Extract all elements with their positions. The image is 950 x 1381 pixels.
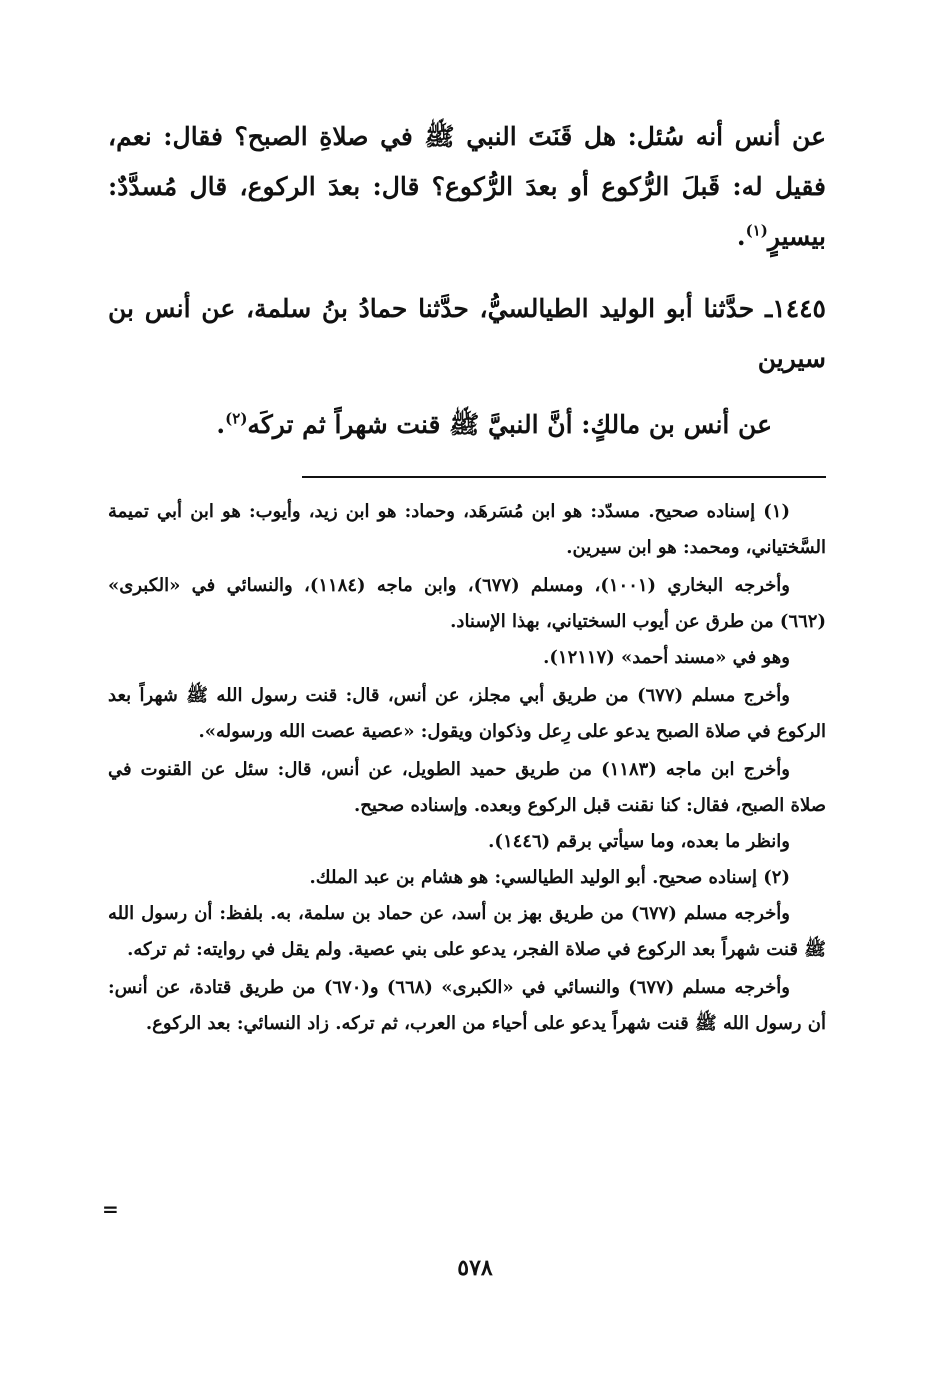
footnote-paragraph: وأخرجه مسلم (٦٧٧) والنسائي في «الكبرى» (٦٦٨) و(٦٧٠) من طريق قتادة، عن أنس: أن رسول الله ﷺ قنت شهراً يدعو على أحياء من العرب، ثم تركه. زاد النسائي: بعد الركوع. [108, 977, 826, 1034]
footnote-paragraph: وأخرجه مسلم (٦٧٧) من طريق بهز بن أسد، عن حماد بن سلمة، به. بلفظ: أن رسول الله ﷺ قنت شهراً بعد الركوع في صلاة الفجر، يدعو على بني عصية. ولم يقل في روايته: ثم تركه. [108, 903, 826, 960]
footnote-paragraph: وهو في «مسند أحمد» (١٢١١٧). [543, 647, 790, 668]
hadith-number: ١٤٤٥ـ [764, 294, 826, 323]
para3-text: عن أنس بن مالكٍ: أنَّ النبيَّ ﷺ قنت شهراً ثم تركَه [247, 410, 772, 439]
main-paragraph-3 [108, 400, 826, 450]
para1-end: . [736, 222, 746, 251]
main-text [108, 112, 826, 450]
footnote-paragraph: وانظر ما بعده، وما سيأتي برقم (١٤٤٦). [488, 831, 790, 852]
continuation-mark: = [102, 1197, 119, 1221]
footnotes [108, 494, 826, 1042]
footnote-paragraph: (٢) إسناده صحيح. أبو الوليد الطيالسي: هو هشام بن عبد الملك. [309, 867, 790, 888]
footnote-divider [302, 476, 826, 478]
footnote-paragraph: وأخرج ابن ماجه (١١٨٣) من طريق حميد الطويل، عن أنس، قال: سئل عن القنوت في صلاة الصبح، فقال: كنا نقنت قبل الركوع وبعده. وإسناده صحيح. [108, 759, 826, 816]
footnote-paragraph: وأخرج مسلم (٦٧٧) من طريق أبي مجلز، عن أنس، قال: قنت رسول الله ﷺ شهراً بعد الركوع في صلاة الصبح يدعو على رِعل وذكوان ويقول: «عصية عصت الله ورسوله». [108, 685, 826, 742]
footnote-ref-2[interactable]: (٢) [225, 409, 248, 428]
para1-text: عن أنس أنه سُئل: هل قَنَتَ النبي ﷺ في صلاةِ الصبح؟ فقال: نعم، فقيل له: قَبلَ الرُّكوع أو بعدَ الرُّكوع؟ قال: بعدَ الركوع، قال مُسدَّدٌ: بيسيرٍ [108, 122, 826, 251]
main-paragraph-1 [108, 112, 826, 262]
footnote-paragraph: (١) إسناده صحيح. مسدّد: هو ابن مُسَرهَد، وحماد: هو ابن زيد، وأيوب: هو ابن أبي تميمة السَّختياني، ومحمد: هو ابن سيرين. [108, 501, 826, 558]
para3-end: . [216, 410, 226, 439]
footnote-paragraph: وأخرجه البخاري (١٠٠١)، ومسلم (٦٧٧)، وابن ماجه (١١٨٤)، والنسائي في «الكبرى» (٦٦٢) من طرق عن أيوب السختياني، بهذا الإسناد. [108, 575, 826, 632]
para2-text: حدَّثنا أبو الوليد الطيالسيُّ، حدَّثنا حمادُ بنُ سلمة، عن أنس بن سيرين [108, 294, 826, 373]
page-number: ٥٧٨ [457, 1255, 493, 1281]
footnote-ref-1[interactable]: (١) [745, 221, 768, 240]
main-paragraph-2 [108, 284, 826, 384]
